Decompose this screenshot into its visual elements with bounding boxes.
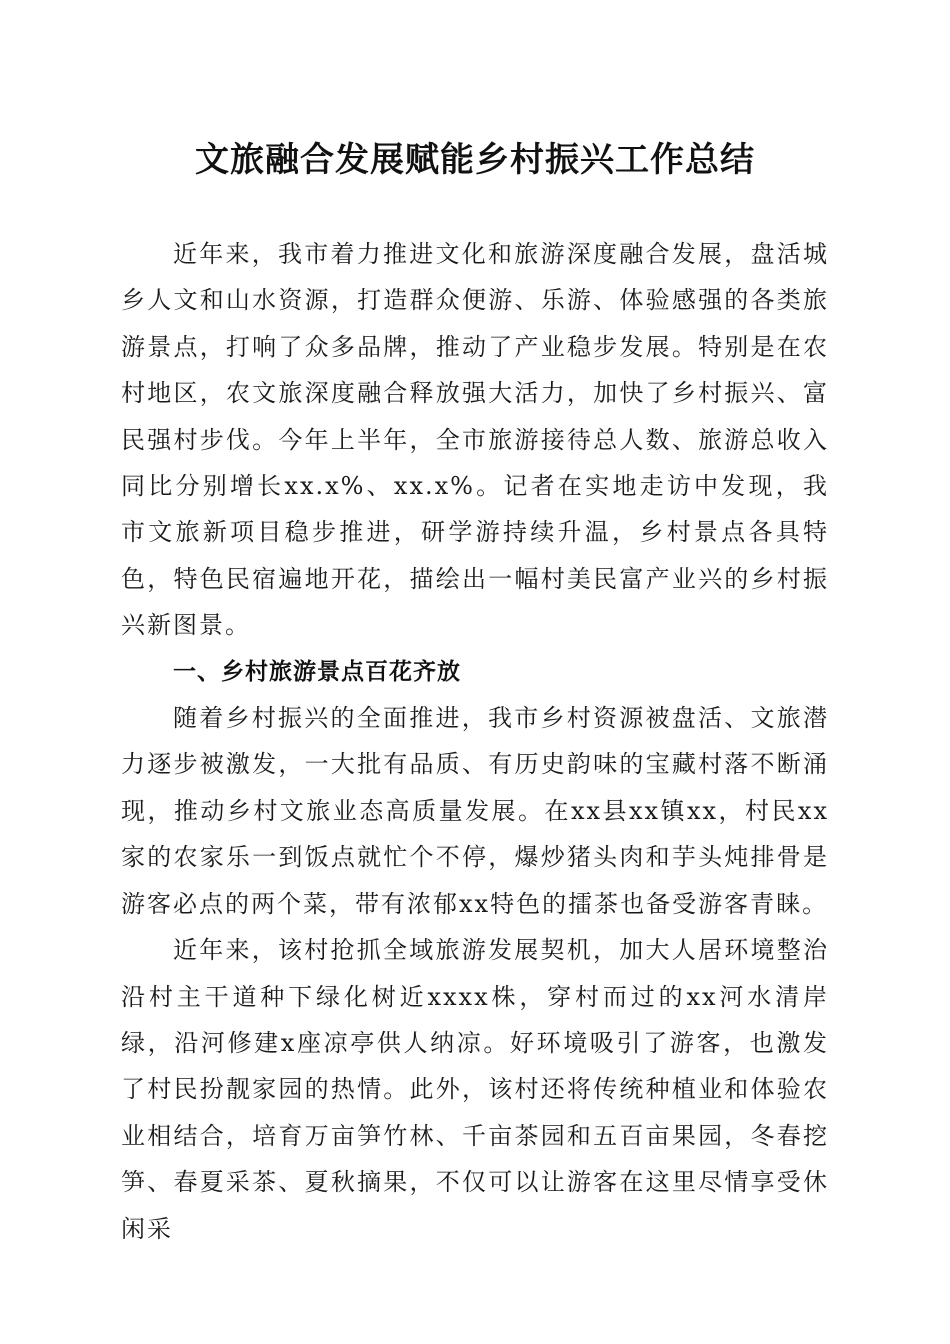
section1-paragraph-2: 近年来，该村抢抓全域旅游发展契机，加大人居环境整治沿村主干道种下绿化树近xxxx株，穿村而过的xx河水清岸绿，沿河修建x座凉亭供人纳凉。好环境吸引了游客，也激发了村民扮靓家园的热情。此外，该村还将传统种植业和体验农业相结合，培育万亩笋竹林、千亩茶园和五百亩果园，冬春挖笋、春夏采茶、夏秋摘果，不仅可以让游客在这里尽情享受休闲采 [121,936,829,1243]
document-title: 文旅融合发展赋能乡村振兴工作总结 [195,140,755,180]
section1-paragraph-1: 随着乡村振兴的全面推进，我市乡村资源被盘活、文旅潜力逐步被激发，一大批有品质、有历史韵味的宝藏村落不断涌现，推动乡村文旅业态高质量发展。在xx县xx镇xx，村民xx家的农家乐一到饭点就忙个不停，爆炒猪头肉和芋头炖排骨是游客必点的两个菜，带有浓郁xx特色的擂茶也备受游客青睐。 [121,704,829,918]
intro-paragraph: 近年来，我市着力推进文化和旅游深度融合发展，盘活城乡人文和山水资源，打造群众便游、乐游、体验感强的各类旅游景点，打响了众多品牌，推动了产业稳步发展。特别是在农村地区，农文旅深度融合释放强大活力，加快了乡村振兴、富民强村步伐。今年上半年，全市旅游接待总人数、旅游总收入同比分别增长xx.x%、xx.x%。记者在实地走访中发现，我市文旅新项目稳步推进，研学游持续升温，乡村景点各具特色，特色民宿遍地开花，描绘出一幅村美民富产业兴的乡村振兴新图景。 [121,240,829,640]
document-body [121,231,829,1252]
section-heading-1: 一、乡村旅游景点百花齐放 [173,658,461,685]
